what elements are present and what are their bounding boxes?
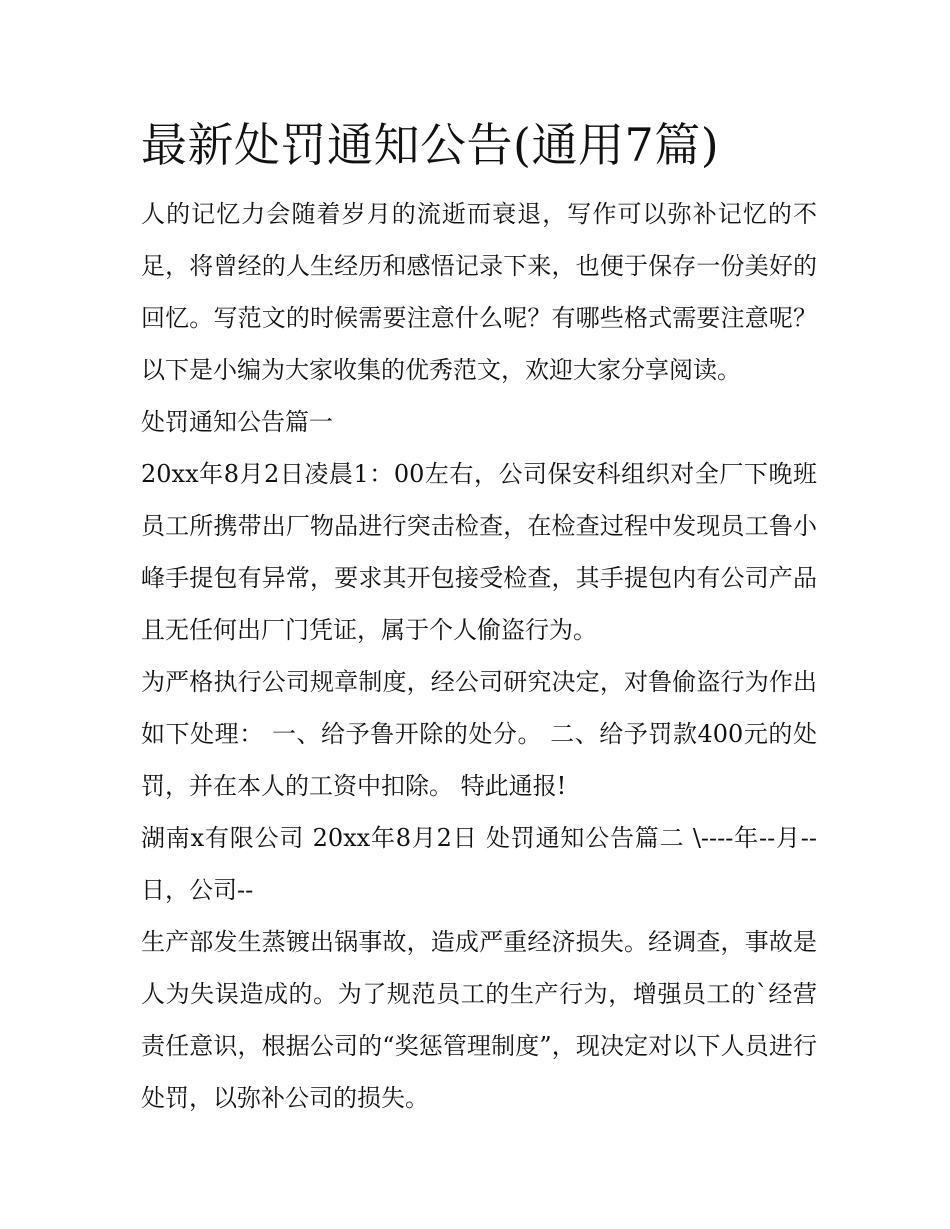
signature-paragraph: 湖南x有限公司 20xx年8月2日 处罚通知公告篇二 \----年--月--日，公司--: [141, 824, 817, 904]
incident-paragraph: 20xx年8月2日凌晨1：00左右，公司保安科组织对全厂下晚班员工所携带出厂物品进行突击检查，在检查过程中发现员工鲁小峰手提包有异常，要求其开包接受检查，其手提包内有公司产品且无任何出厂门凭证，属于个人偷盗行为。: [141, 460, 817, 644]
accident-paragraph: 生产部发生蒸镀出锅事故，造成严重经济损失。经调查，事故是人为失误造成的。为了规范员工的生产行为，增强员工的`经营责任意识，根据公司的“奖惩管理制度”，现决定对以下人员进行处罚，以弥补公司的损失。: [141, 928, 817, 1112]
document-page: [141, 112, 817, 1124]
decision-paragraph: 为严格执行公司规章制度，经公司研究决定，对鲁偷盗行为作出如下处理： 一、给予鲁开除的处分。 二、给予罚款400元的处罚，并在本人的工资中扣除。 特此通报!: [141, 668, 817, 800]
section-heading-1: 处罚通知公告篇一: [141, 408, 333, 436]
document-title: 最新处罚通知公告(通用7篇): [141, 118, 720, 172]
intro-paragraph: 人的记忆力会随着岁月的流逝而衰退，写作可以弥补记忆的不足，将曾经的人生经历和感悟记录下来，也便于保存一份美好的回忆。写范文的时候需要注意什么呢？有哪些格式需要注意呢？以下是小编为大家收集的优秀范文，欢迎大家分享阅读。: [141, 200, 817, 384]
